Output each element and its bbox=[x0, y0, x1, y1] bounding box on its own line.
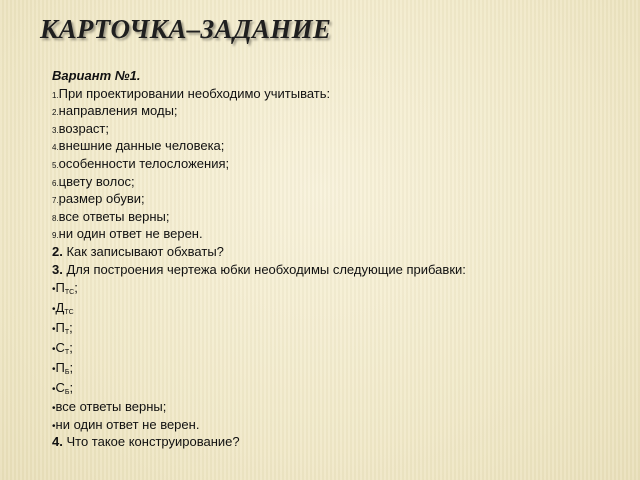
option-sub: ТС bbox=[64, 289, 75, 297]
option-sub: Б bbox=[64, 369, 70, 377]
option-main: С bbox=[55, 380, 65, 396]
q1-num-3: 3. bbox=[52, 125, 59, 135]
q3-option-5 bbox=[52, 358, 612, 378]
q2-number: 2. bbox=[52, 243, 63, 259]
q1-line-4 bbox=[52, 137, 612, 155]
q1-text-2: направления моды; bbox=[58, 103, 178, 119]
q1-num-4: 4. bbox=[52, 143, 59, 153]
q1-text-6: цвету волос; bbox=[58, 173, 135, 189]
option-tail: ; bbox=[69, 380, 74, 396]
q1-line-7 bbox=[52, 190, 612, 208]
q1-line-3 bbox=[52, 120, 612, 138]
bullet-icon: • bbox=[52, 384, 56, 396]
q1-num-7: 7. bbox=[52, 196, 59, 206]
q3-option-7 bbox=[52, 398, 612, 416]
option-main: П bbox=[55, 320, 65, 336]
option-tail: ; bbox=[74, 280, 78, 296]
question-2 bbox=[52, 243, 612, 261]
q1-text-9: ни один ответ не верен. bbox=[58, 226, 203, 242]
page-title: КАРТОЧКА–ЗАДАНИЕ bbox=[40, 14, 332, 44]
option-main: П bbox=[55, 360, 65, 376]
option-tail: ; bbox=[69, 360, 74, 376]
q3-option-1 bbox=[52, 278, 612, 298]
option-text: ни один ответ не верен. bbox=[55, 416, 200, 432]
variant-heading: Вариант №1. bbox=[52, 68, 141, 83]
q3-number: 3. bbox=[52, 261, 63, 277]
q3-option-3 bbox=[52, 318, 612, 338]
q1-num-8: 8. bbox=[52, 213, 59, 223]
q1-text-3: возраст; bbox=[58, 120, 110, 136]
q1-text-4: внешние данные человека; bbox=[58, 138, 225, 154]
q2-text: Как записывают обхваты? bbox=[66, 243, 224, 259]
option-text: все ответы верны; bbox=[55, 399, 167, 415]
bullet-icon: • bbox=[52, 344, 56, 356]
q1-line-6 bbox=[52, 173, 612, 191]
q1-line-2 bbox=[52, 102, 612, 120]
question-3 bbox=[52, 261, 612, 279]
q1-num-5: 5. bbox=[52, 160, 59, 170]
bullet-icon: • bbox=[52, 420, 56, 432]
option-tail: ; bbox=[69, 340, 73, 356]
q1-line-5 bbox=[52, 155, 612, 173]
q3-text: Для построения чертежа юбки необходимы следующие прибавки: bbox=[66, 261, 466, 277]
bullet-icon: • bbox=[52, 403, 56, 415]
q1-num-6: 6. bbox=[52, 178, 59, 188]
bullet-icon: • bbox=[52, 364, 56, 376]
q3-option-2 bbox=[52, 298, 612, 318]
task-content bbox=[52, 67, 612, 451]
q4-text: Что такое конструирование? bbox=[66, 434, 240, 450]
option-sub: Т bbox=[64, 349, 70, 357]
option-main: Д bbox=[55, 300, 65, 316]
q1-text-8: все ответы верны; bbox=[58, 208, 170, 224]
q1-num-9: 9. bbox=[52, 231, 59, 241]
option-tail: ; bbox=[69, 320, 73, 336]
option-sub: Б bbox=[64, 389, 70, 397]
q1-num-1: 1. bbox=[52, 90, 59, 100]
q1-num-2: 2. bbox=[52, 108, 59, 118]
bullet-icon: • bbox=[52, 324, 56, 336]
option-sub: ТС bbox=[64, 309, 74, 317]
option-sub: Т bbox=[64, 329, 70, 337]
q3-option-8 bbox=[52, 416, 612, 434]
bullet-icon: • bbox=[52, 284, 56, 296]
q1-line-8 bbox=[52, 208, 612, 226]
q3-option-6 bbox=[52, 378, 612, 398]
q4-number: 4. bbox=[52, 434, 63, 450]
q1-text-7: размер обуви; bbox=[58, 191, 145, 207]
option-main: П bbox=[55, 280, 65, 296]
q1-text-1: При проектировании необходимо учитывать: bbox=[58, 85, 331, 101]
bullet-icon: • bbox=[52, 304, 56, 316]
question-4 bbox=[52, 433, 612, 451]
q1-text-5: особенности телосложения; bbox=[58, 155, 230, 171]
q1-line-9 bbox=[52, 225, 612, 243]
q1-line-1 bbox=[52, 85, 612, 103]
q3-option-4 bbox=[52, 338, 612, 358]
option-main: С bbox=[55, 340, 65, 356]
